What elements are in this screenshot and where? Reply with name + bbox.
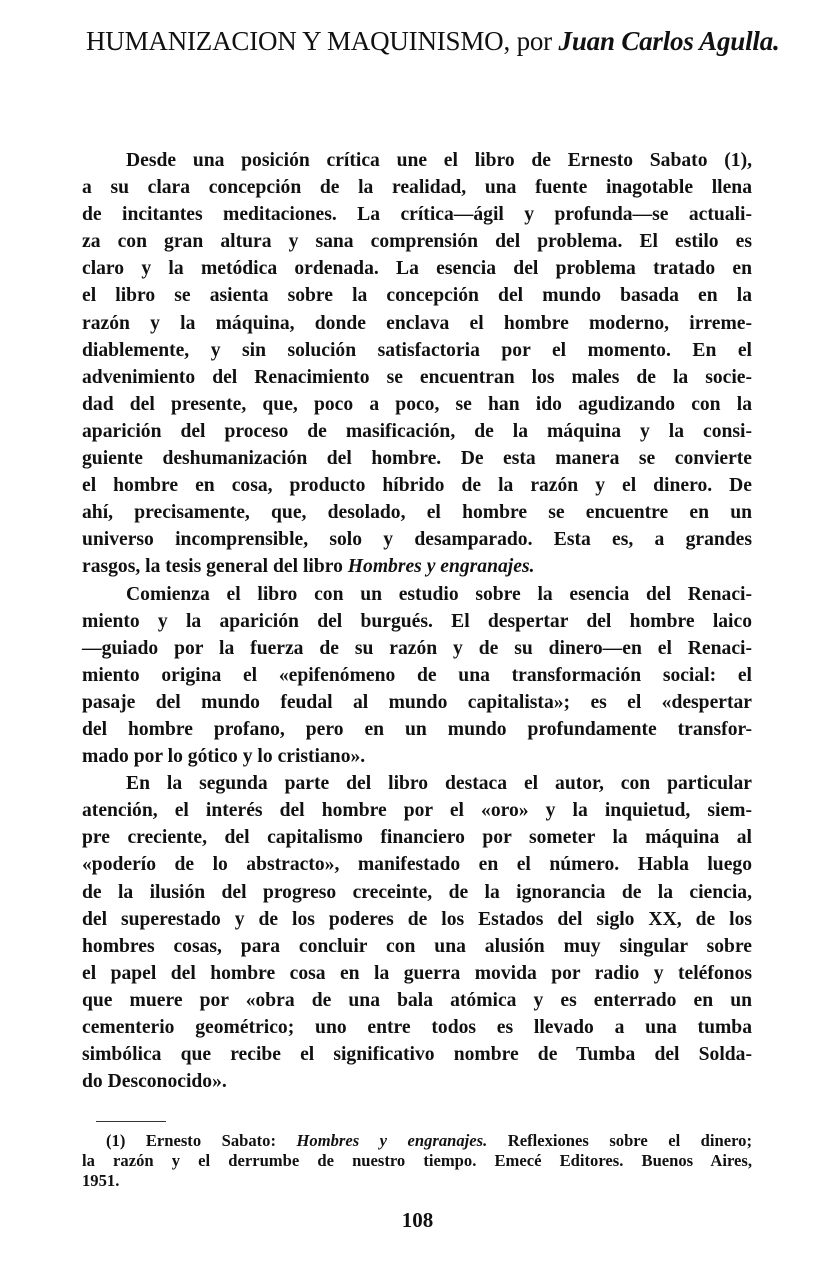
text-line bbox=[82, 147, 752, 174]
text-segment: la razón y el derrumbe de nuestro tiempo. Emecé Editores. Buenos Aires, bbox=[82, 1151, 752, 1170]
article-body bbox=[82, 147, 752, 1095]
article-title bbox=[86, 26, 780, 57]
paragraph bbox=[82, 581, 752, 771]
text-segment: hombres cosas, para concluir con una alusión muy singular sobre bbox=[82, 935, 752, 957]
text-segment: En la segunda parte del libro destaca el autor, con particular bbox=[126, 773, 752, 795]
text-segment: ahí, precisamente, que, desolado, el hombre se encuentre en un bbox=[82, 502, 752, 524]
text-segment: aparición del proceso de masificación, de la máquina y la consi- bbox=[82, 420, 752, 442]
text-segment: Desde una posición crítica une el libro de Ernesto Sabato (1), bbox=[126, 150, 752, 171]
author-name: Juan Carlos Agulla. bbox=[558, 26, 780, 56]
text-line bbox=[82, 635, 752, 662]
italic-book-title: Hombres y engranajes. bbox=[347, 556, 535, 578]
text-segment: za con gran altura y sana comprensión del problema. El estilo es bbox=[82, 231, 752, 253]
text-line bbox=[82, 282, 752, 309]
text-line bbox=[82, 174, 752, 201]
text-line bbox=[82, 255, 752, 282]
text-line bbox=[82, 228, 752, 255]
text-segment: miento y la aparición del burgués. El despertar del hombre laico bbox=[82, 610, 752, 632]
text-segment: el hombre en cosa, producto híbrido de la razón y el dinero. De bbox=[82, 475, 752, 497]
text-segment: cementerio geométrico; uno entre todos es llevado a una tumba bbox=[82, 1017, 752, 1038]
text-segment: simbólica que recibe el significativo nombre de Tumba del Solda- bbox=[82, 1044, 752, 1066]
text-segment: 1951. bbox=[82, 1171, 120, 1190]
text-segment: «poderío de lo abstracto», manifestado en el número. Habla luego bbox=[82, 854, 752, 876]
page-number: 108 bbox=[401, 1208, 434, 1232]
text-line bbox=[82, 364, 752, 391]
text-line bbox=[82, 933, 752, 960]
text-segment: el libro se asienta sobre la concepción del mundo basada en la bbox=[82, 285, 752, 307]
text-line bbox=[82, 906, 752, 933]
paragraph bbox=[82, 770, 752, 1095]
text-segment: universo incomprensible, solo y desamparado. Esta es, a grandes bbox=[82, 529, 752, 551]
text-line bbox=[82, 418, 752, 445]
text-segment: dad del presente, que, poco a poco, se han ido agudizando con la bbox=[82, 393, 752, 415]
text-segment: Comienza el libro con un estudio sobre la esencia del Renaci- bbox=[126, 583, 752, 605]
text-line bbox=[82, 689, 752, 716]
text-line bbox=[82, 472, 752, 499]
text-segment: pre creciente, del capitalismo financiero por someter la máquina al bbox=[82, 827, 752, 849]
text-line bbox=[82, 310, 752, 337]
text-segment: Reflexiones sobre el dinero; bbox=[487, 1131, 752, 1150]
text-line bbox=[82, 526, 752, 553]
italic-book-title: Hombres y engranajes. bbox=[296, 1131, 488, 1150]
text-line bbox=[82, 1171, 752, 1191]
text-line bbox=[82, 770, 752, 797]
text-line bbox=[82, 987, 752, 1014]
text-line bbox=[82, 1131, 752, 1151]
text-segment: pasaje del mundo feudal al mundo capitalista»; es el «despertar bbox=[82, 691, 752, 713]
text-segment: do Desconocido». bbox=[82, 1071, 227, 1093]
text-line bbox=[82, 553, 752, 580]
text-line bbox=[82, 716, 752, 743]
text-line bbox=[82, 445, 752, 472]
text-segment: atención, el interés del hombre por el «oro» y la inquietud, siem- bbox=[82, 800, 752, 822]
text-line bbox=[82, 743, 752, 770]
text-line bbox=[82, 824, 752, 851]
text-line bbox=[82, 391, 752, 418]
text-line bbox=[82, 337, 752, 364]
text-line bbox=[82, 1151, 752, 1171]
text-segment: de incitantes meditaciones. La crítica—ágil y profunda—se actuali- bbox=[82, 204, 752, 226]
title-text: HUMANIZACION Y MAQUINISMO, por bbox=[86, 26, 559, 56]
footnote bbox=[82, 1131, 752, 1191]
text-line bbox=[82, 879, 752, 906]
text-segment: el papel del hombre cosa en la guerra movida por radio y teléfonos bbox=[82, 962, 752, 984]
text-segment: advenimiento del Renacimiento se encuentran los males de la socie- bbox=[82, 366, 752, 388]
text-line bbox=[82, 201, 752, 228]
paragraph bbox=[82, 147, 752, 581]
text-line bbox=[82, 499, 752, 526]
footnote-divider bbox=[96, 1121, 166, 1122]
text-line bbox=[82, 797, 752, 824]
text-line bbox=[82, 1041, 752, 1068]
text-segment: de la ilusión del progreso creceinte, de la ignorancia de la ciencia, bbox=[82, 881, 752, 903]
text-segment: claro y la metódica ordenada. La esencia del problema tratado en bbox=[82, 258, 752, 280]
text-line bbox=[82, 960, 752, 987]
text-segment: del superestado y de los poderes de los Estados del siglo XX, de los bbox=[82, 908, 752, 930]
footnotes bbox=[82, 1131, 752, 1191]
text-segment: diablemente, y sin solución satisfactoria por el momento. En el bbox=[82, 339, 752, 361]
text-line bbox=[82, 662, 752, 689]
text-segment: que muere por «obra de una bala atómica y es enterrado en un bbox=[82, 989, 752, 1011]
text-line bbox=[82, 608, 752, 635]
text-line bbox=[82, 851, 752, 878]
text-segment: miento origina el «epifenómeno de una transformación social: el bbox=[82, 664, 752, 686]
text-line bbox=[82, 581, 752, 608]
text-segment: —guiado por la fuerza de su razón y de su dinero—en el Renaci- bbox=[82, 637, 752, 659]
text-line bbox=[82, 1068, 752, 1095]
text-segment: mado por lo gótico y lo cristiano». bbox=[82, 746, 366, 768]
text-segment: razón y la máquina, donde enclava el hombre moderno, irreme- bbox=[82, 312, 752, 334]
text-segment: rasgos, la tesis general del libro bbox=[82, 556, 348, 578]
text-line bbox=[82, 1014, 752, 1041]
text-segment: del hombre profano, pero en un mundo profundamente transfor- bbox=[82, 718, 752, 740]
text-segment: (1) Ernesto Sabato: bbox=[106, 1131, 297, 1150]
text-segment: a su clara concepción de la realidad, una fuente inagotable llena bbox=[82, 177, 752, 199]
text-segment: guiente deshumanización del hombre. De esta manera se convierte bbox=[82, 448, 752, 470]
